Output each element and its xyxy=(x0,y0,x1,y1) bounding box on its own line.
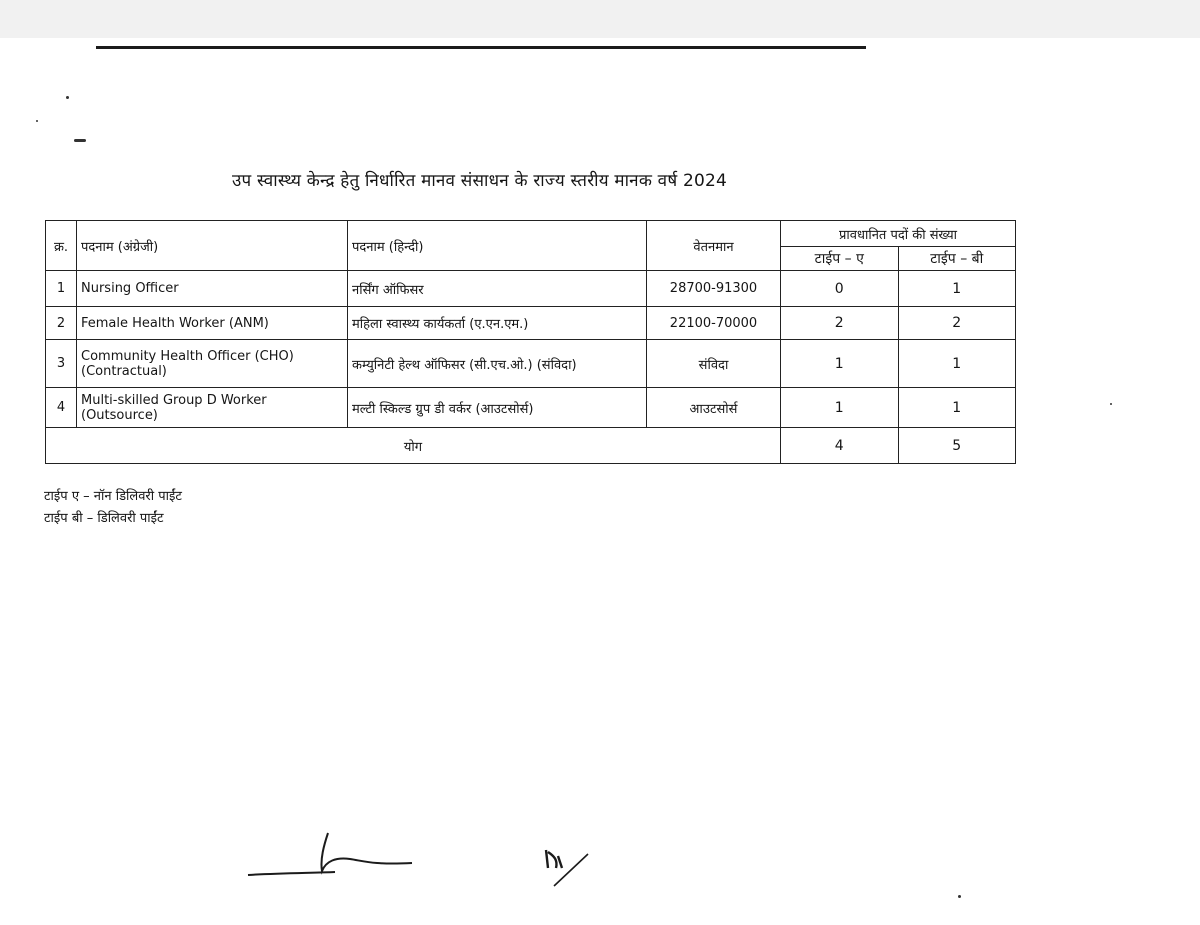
scan-speck xyxy=(74,139,86,142)
note-type-b: टाईप बी – डिलिवरी पाईंट xyxy=(44,511,164,526)
table-row xyxy=(46,340,1016,388)
scan-speck xyxy=(1110,403,1112,405)
cell-pay-scale: 22100-70000 xyxy=(647,307,781,340)
cell-type-a: 1 xyxy=(781,388,899,428)
cell-type-b: 1 xyxy=(898,271,1016,307)
cell-designation-en: Community Health Officer (CHO) (Contractual) xyxy=(77,340,348,388)
cell-type-b: 1 xyxy=(898,340,1016,388)
initials-mark-icon xyxy=(540,838,600,898)
total-type-a: 4 xyxy=(781,428,899,464)
table-header-row xyxy=(46,221,1016,247)
scan-speck xyxy=(36,120,38,122)
header-type-a: टाईप – ए xyxy=(781,247,899,271)
top-rule xyxy=(96,46,866,49)
table-row xyxy=(46,388,1016,428)
header-designation-hi: पदनाम (हिन्दी) xyxy=(348,221,647,271)
cell-designation-hi: महिला स्वास्थ्य कार्यकर्ता (ए.एन.एम.) xyxy=(348,307,647,340)
cell-type-a: 2 xyxy=(781,307,899,340)
staffing-table xyxy=(45,220,1016,464)
table-row xyxy=(46,307,1016,340)
cell-designation-hi: मल्टी स्किल्ड ग्रुप डी वर्कर (आउटसोर्स) xyxy=(348,388,647,428)
page-title: उप स्वास्थ्य केन्द्र हेतु निर्धारित मानव संसाधन के राज्य स्तरीय मानक वर्ष 2024 xyxy=(232,171,728,191)
signature-icon xyxy=(240,823,430,893)
header-serial: क्र. xyxy=(46,221,77,271)
notes xyxy=(44,486,182,530)
cell-serial: 2 xyxy=(46,307,77,340)
cell-designation-hi: नर्सिंग ऑफिसर xyxy=(348,271,647,307)
total-label: योग xyxy=(46,428,781,464)
cell-type-a: 1 xyxy=(781,340,899,388)
cell-designation-en: Multi-skilled Group D Worker (Outsource) xyxy=(77,388,348,428)
header-pay-scale: वेतनमान xyxy=(647,221,781,271)
header-designation-en: पदनाम (अंग्रेजी) xyxy=(77,221,348,271)
table-row xyxy=(46,271,1016,307)
table-total-row xyxy=(46,428,1016,464)
document-page xyxy=(0,38,1200,925)
cell-designation-en: Female Health Worker (ANM) xyxy=(77,307,348,340)
header-posts-group: प्रावधानित पदों की संख्या xyxy=(781,221,1016,247)
cell-designation-en: Nursing Officer xyxy=(77,271,348,307)
cell-serial: 1 xyxy=(46,271,77,307)
cell-pay-scale: संविदा xyxy=(647,340,781,388)
cell-pay-scale: आउटसोर्स xyxy=(647,388,781,428)
scan-speck xyxy=(66,96,69,99)
total-type-b: 5 xyxy=(898,428,1016,464)
cell-serial: 4 xyxy=(46,388,77,428)
scan-speck xyxy=(958,895,961,898)
cell-serial: 3 xyxy=(46,340,77,388)
header-type-b: टाईप – बी xyxy=(898,247,1016,271)
cell-type-b: 2 xyxy=(898,307,1016,340)
note-type-a: टाईप ए – नॉन डिलिवरी पाईंट xyxy=(44,489,182,504)
cell-type-a: 0 xyxy=(781,271,899,307)
cell-designation-hi: कम्युनिटी हेल्थ ऑफिसर (सी.एच.ओ.) (संविदा) xyxy=(348,340,647,388)
cell-type-b: 1 xyxy=(898,388,1016,428)
cell-pay-scale: 28700-91300 xyxy=(647,271,781,307)
